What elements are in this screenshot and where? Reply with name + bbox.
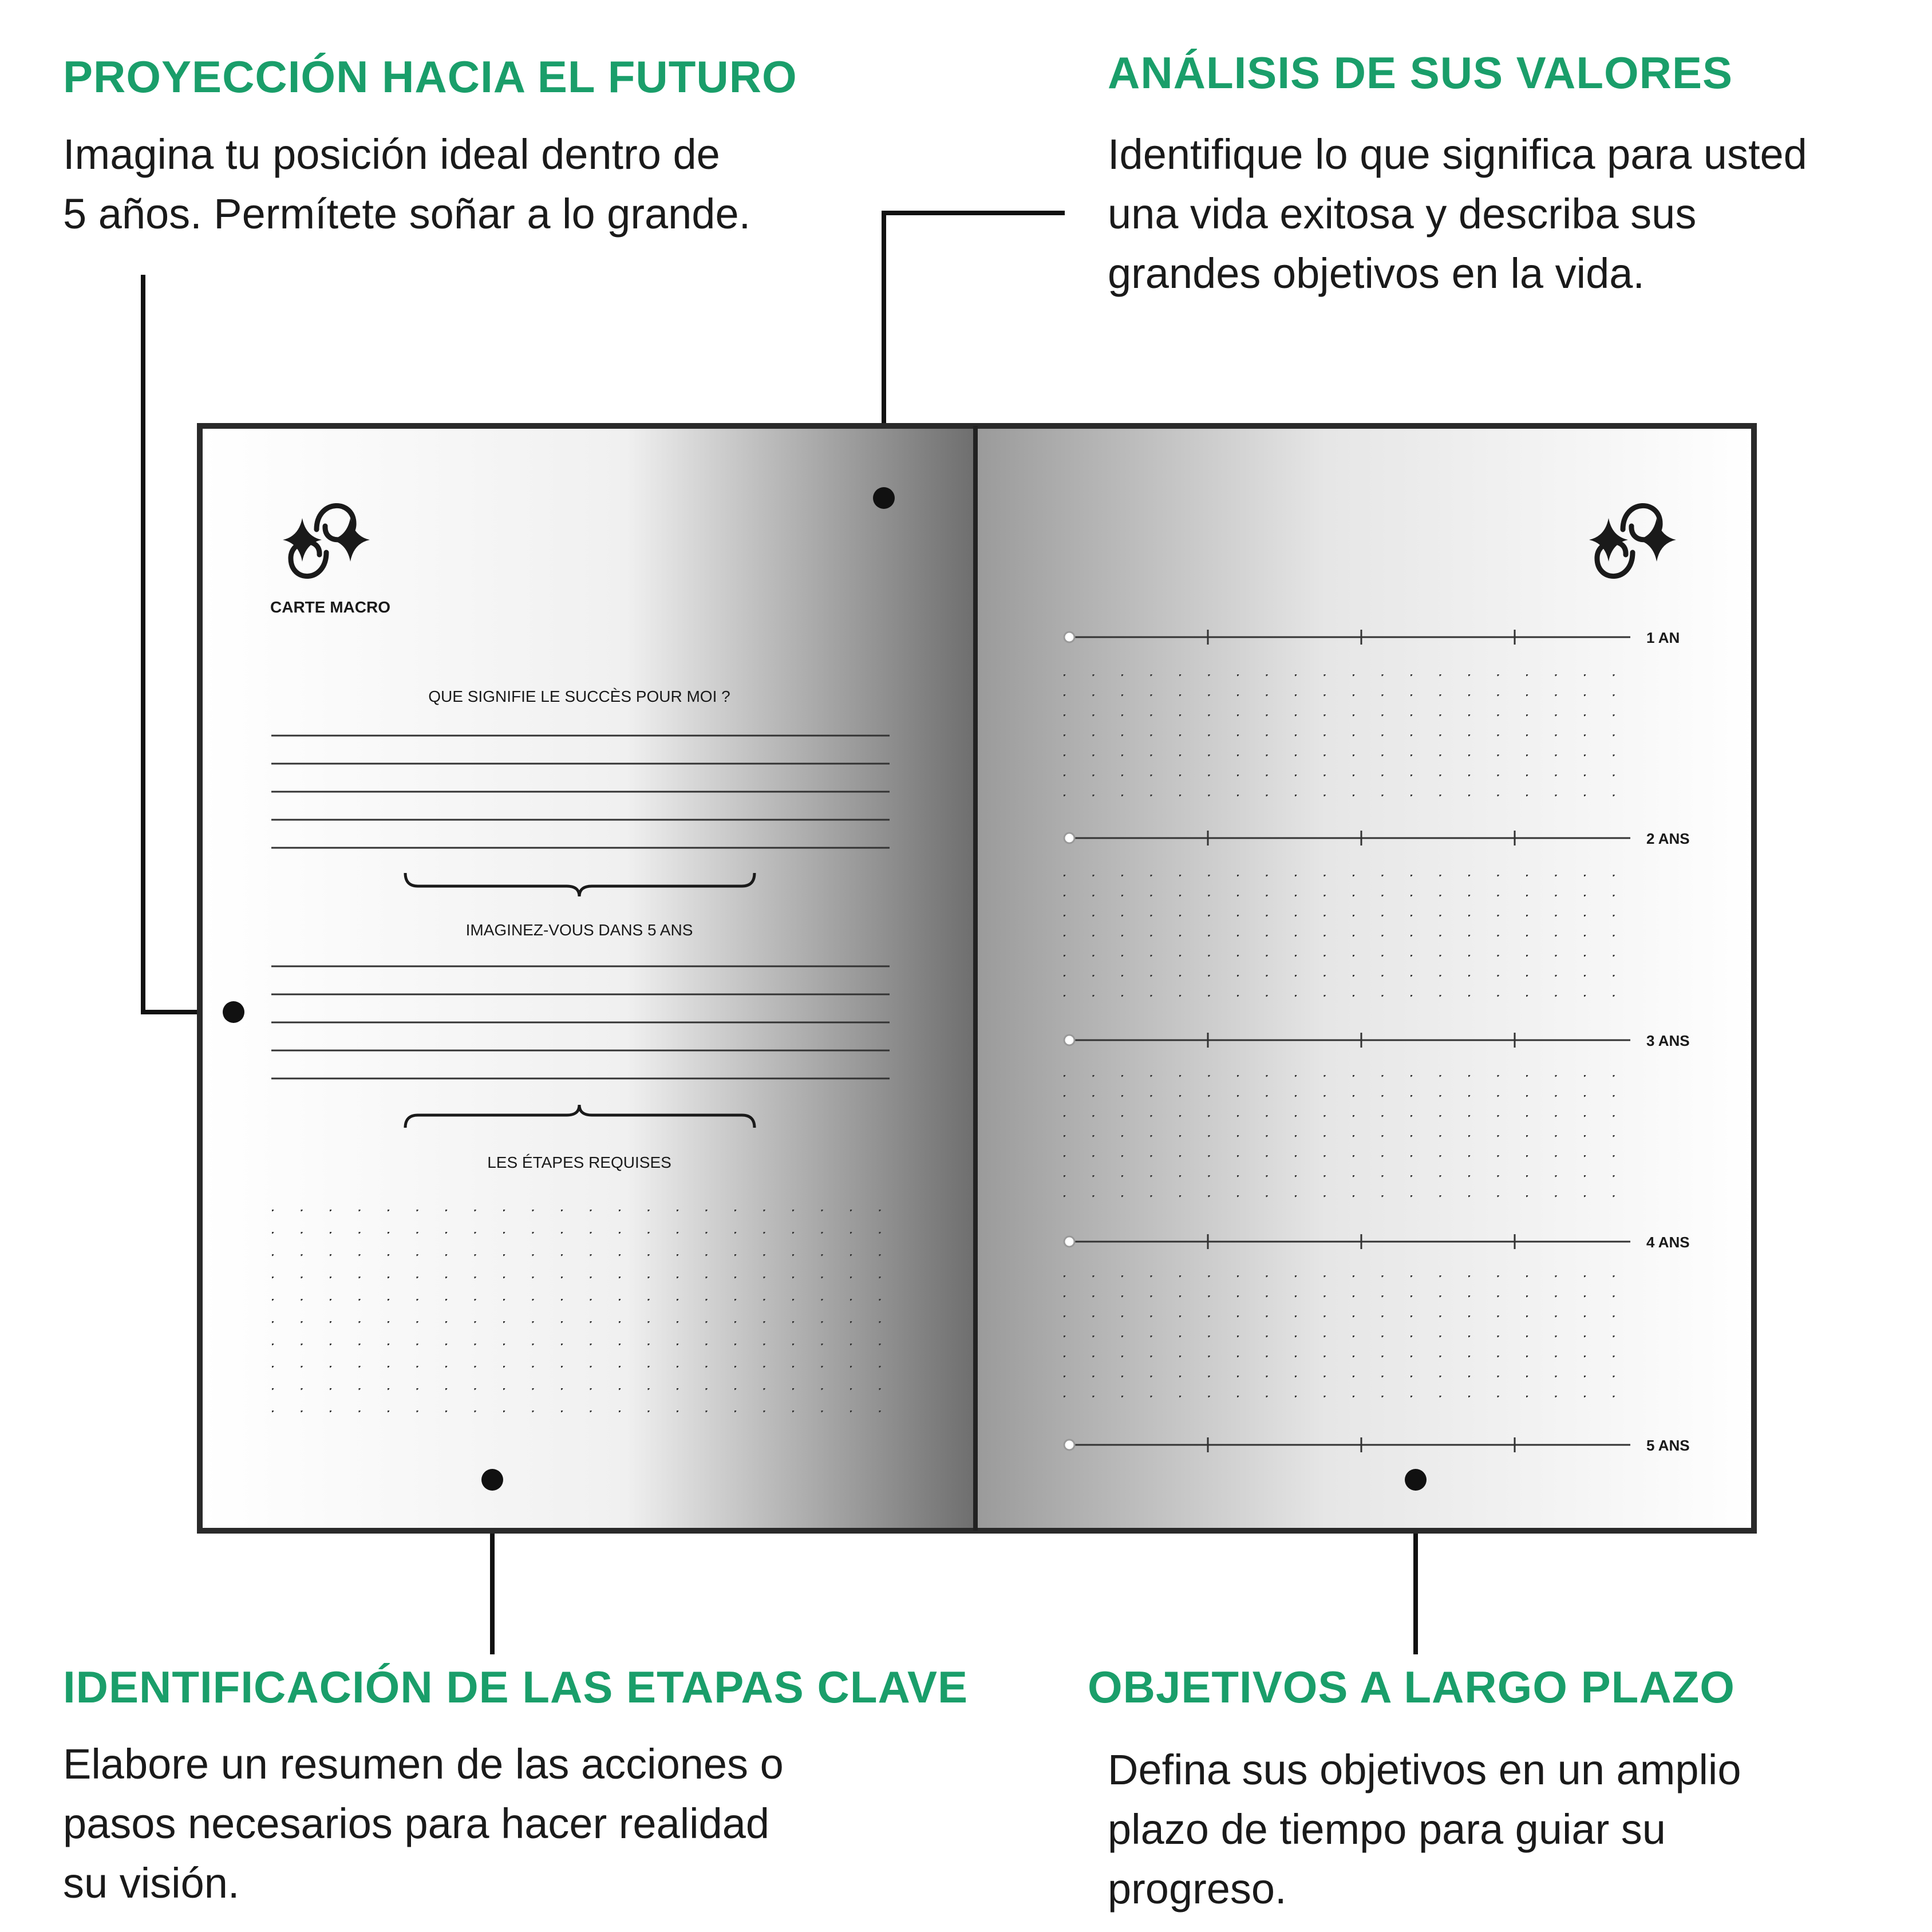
callout-body-line: Defina sus objetivos en un amplio — [1108, 1746, 1741, 1793]
timeline-label: 1 AN — [1646, 629, 1680, 646]
callout-body-line: progreso. — [1108, 1865, 1287, 1913]
dot-grid-year-3 — [1060, 1072, 1633, 1200]
callout-title-future: PROYECCIÓN HACIA EL FUTURO — [63, 52, 797, 102]
timeline-label: 2 ANS — [1646, 830, 1690, 847]
anchor-dot-values — [873, 487, 895, 509]
dot-grid-year-2 — [1060, 871, 1633, 1000]
timeline-start-circle — [1064, 1440, 1074, 1450]
dot-grid-steps — [269, 1207, 893, 1430]
timeline-label: 3 ANS — [1646, 1032, 1690, 1049]
question-steps: LES ÉTAPES REQUISES — [487, 1153, 671, 1171]
timeline-start-circle — [1064, 632, 1074, 642]
callout-body-line: Imagina tu posición ideal dentro de — [63, 131, 720, 178]
timeline-start-circle — [1064, 1236, 1074, 1247]
callout-title-steps: IDENTIFICACIÓN DE LAS ETAPAS CLAVE — [63, 1662, 969, 1712]
callout-body-line: grandes objetivos en la vida. — [1108, 250, 1645, 297]
question-success: QUE SIGNIFIE LE SUCCÈS POUR MOI ? — [428, 688, 730, 705]
callout-body-line: Elabore un resumen de las acciones o — [63, 1740, 784, 1788]
timeline-label: 5 ANS — [1646, 1437, 1690, 1454]
callout-body-line: 5 años. Permítete soñar a lo grande. — [63, 190, 751, 238]
question-imagine: IMAGINEZ-VOUS DANS 5 ANS — [465, 921, 693, 939]
left-page-section-label: CARTE MACRO — [270, 598, 390, 616]
dot-grid-year-1 — [1060, 671, 1633, 800]
dot-grid-year-4 — [1060, 1272, 1633, 1401]
anchor-dot-future — [223, 1001, 244, 1023]
callout-body-line: pasos necesarios para hacer realidad — [63, 1800, 770, 1847]
callout-body-line: plazo de tiempo para guiar su — [1108, 1805, 1666, 1853]
callout-title-long-term: OBJETIVOS A LARGO PLAZO — [1088, 1662, 1735, 1712]
timeline-start-circle — [1064, 833, 1074, 843]
callout-body-line: Identifique lo que significa para usted — [1108, 131, 1807, 178]
callout-body-line: una vida exitosa y describa sus — [1108, 190, 1697, 238]
timeline-label: 4 ANS — [1646, 1234, 1690, 1251]
timeline-start-circle — [1064, 1035, 1074, 1045]
callout-body-line: su visión. — [63, 1859, 240, 1907]
callout-title-values: ANÁLISIS DE SUS VALORES — [1108, 48, 1733, 98]
anchor-dot-steps — [481, 1469, 503, 1491]
anchor-dot-long-term — [1405, 1469, 1427, 1491]
